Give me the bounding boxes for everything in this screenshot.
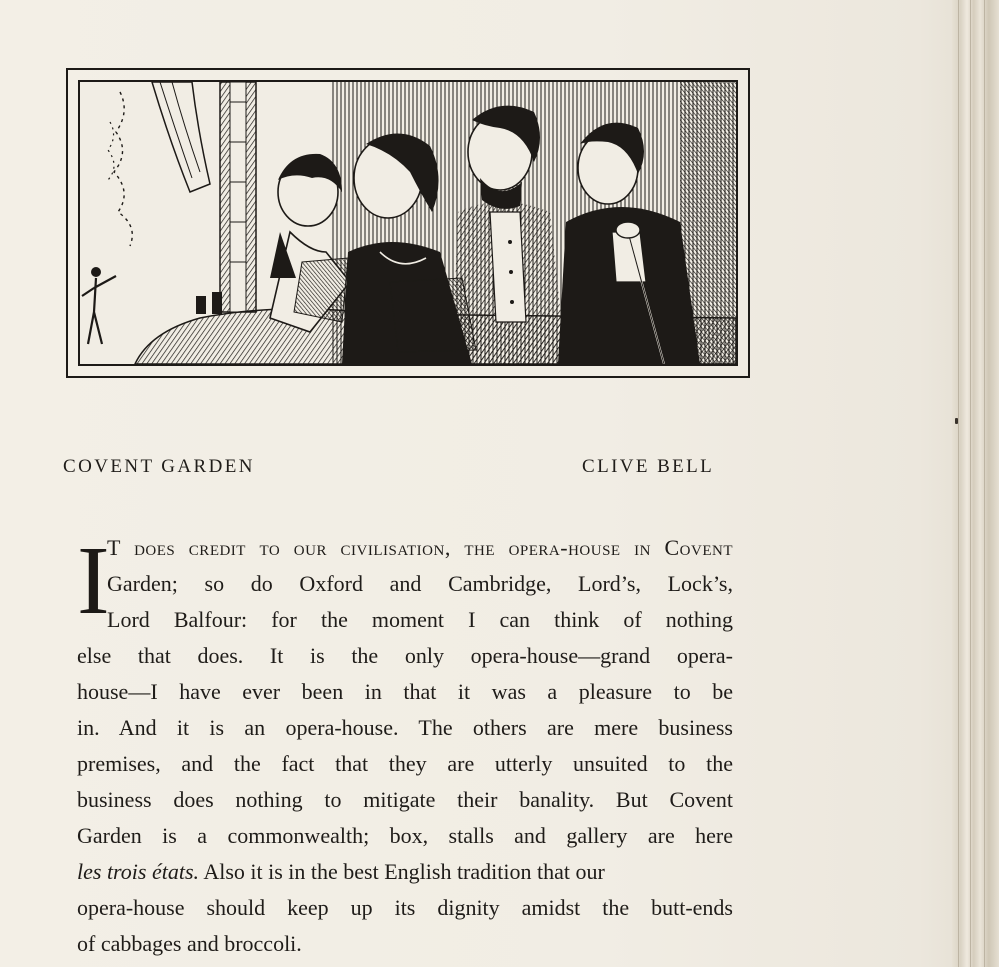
text-line-2: Garden; so do Oxford and Cambridge, Lord’s, Lock’s, xyxy=(107,571,733,596)
text-line-1-content: T does credit to our civilisation, the opera-house in Covent xyxy=(107,535,733,560)
text-line-9: Garden is a commonwealth; box, stalls and gallery are here xyxy=(77,823,733,848)
text-line-11: opera-house should keep up its dignity amidst the butt-ends xyxy=(77,895,733,920)
text-line-5: house—I have ever been in that it was a pleasure to be xyxy=(77,679,733,704)
running-head-right: CLIVE BELL xyxy=(582,456,715,477)
drop-cap: I xyxy=(77,527,110,635)
edge-line xyxy=(958,0,959,967)
italic-phrase: les trois états. xyxy=(77,859,200,884)
text-line-3: Lord Balfour: for the moment I can think of nothing xyxy=(107,607,733,632)
text-line-10 xyxy=(77,854,605,890)
book-edge xyxy=(952,0,999,967)
text-line-8: business does nothing to mitigate their banality. But Covent xyxy=(77,787,733,812)
text-line-1 xyxy=(107,530,733,566)
illustration xyxy=(78,80,738,366)
text-line-12: of cabbages and broccoli. xyxy=(77,931,302,956)
text-line-4: else that does. It is the only opera-house—grand opera- xyxy=(77,643,733,668)
engraving-image xyxy=(80,82,736,364)
text-line-10-rest: Also it is in the best English tradition that our xyxy=(203,859,605,884)
edge-line xyxy=(984,0,985,967)
edge-line xyxy=(970,0,971,967)
text-line-7: premises, and the fact that they are utterly unsuited to the xyxy=(77,751,733,776)
running-head-left: COVENT GARDEN xyxy=(63,456,255,477)
edge-mark xyxy=(955,418,958,424)
text-line-6: in. And it is an opera-house. The others are mere business xyxy=(77,715,733,740)
